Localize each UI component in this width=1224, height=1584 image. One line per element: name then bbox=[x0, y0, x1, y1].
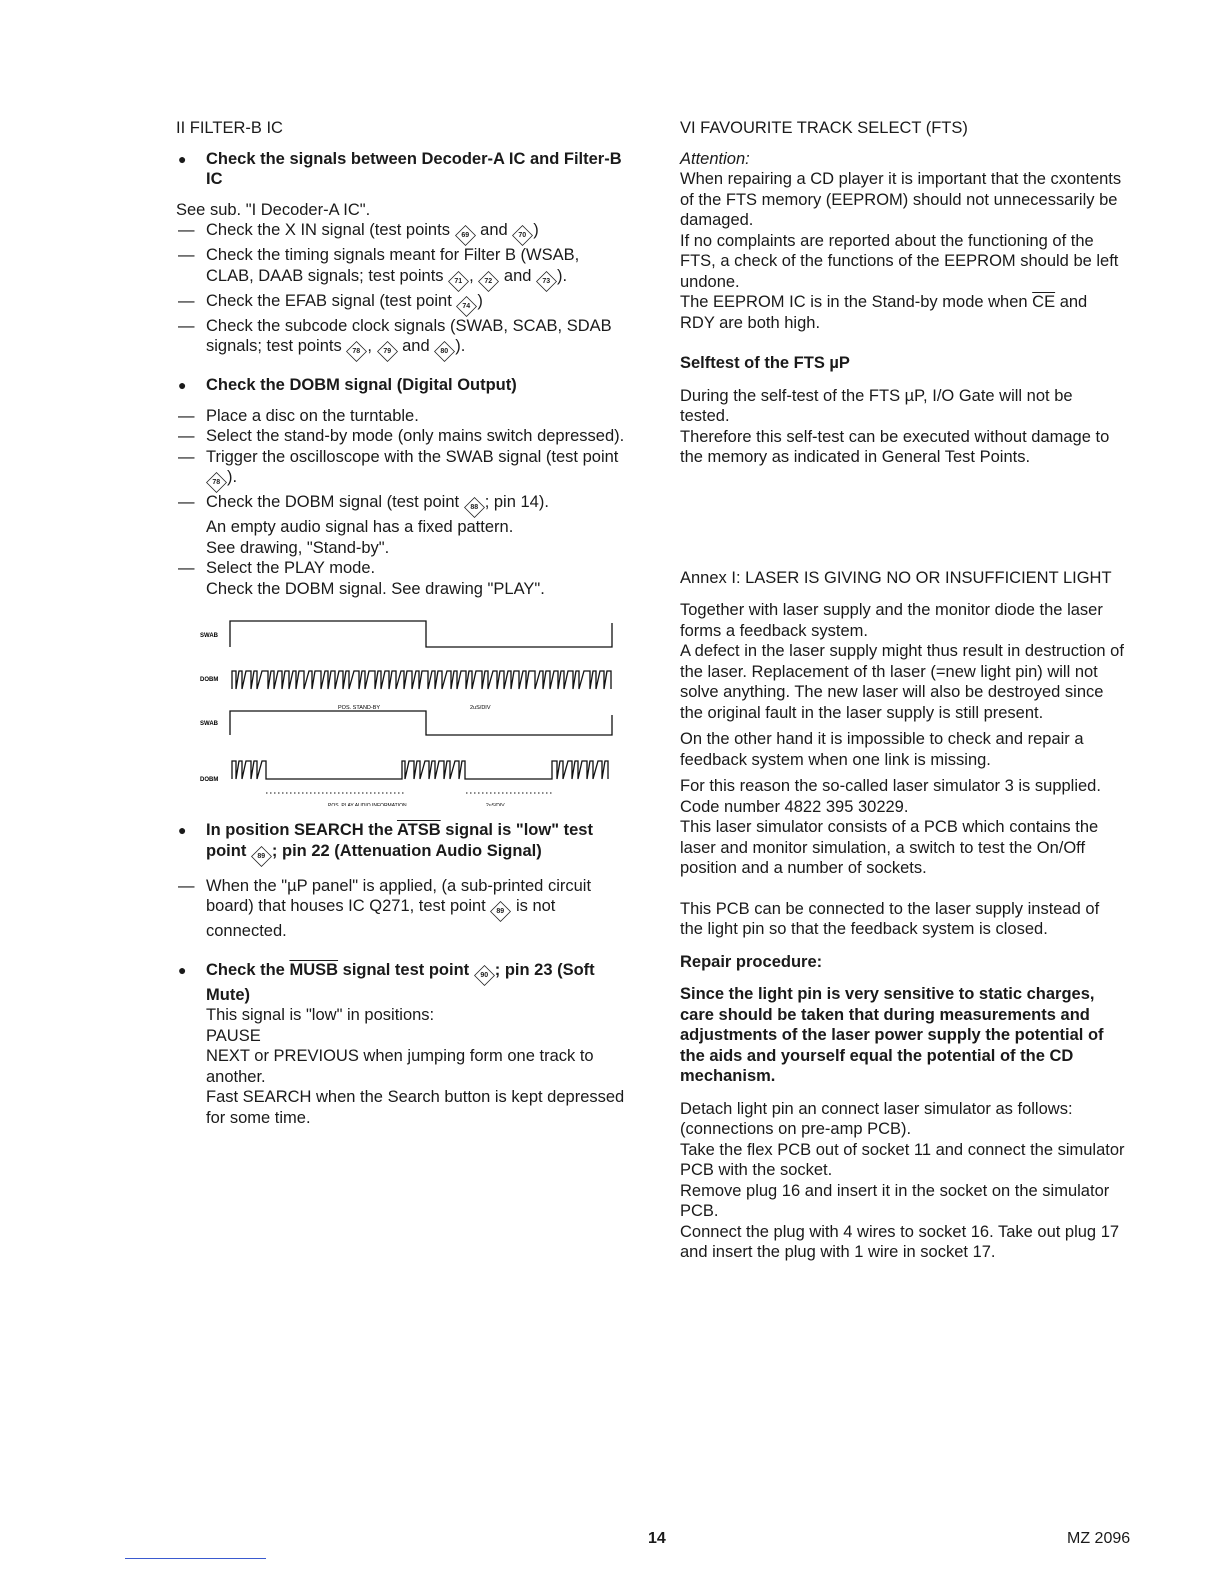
soft-mute-3: NEXT or PREVIOUS when jumping form one track to another. bbox=[206, 1047, 594, 1086]
test-point-icon: 89 bbox=[251, 846, 272, 867]
step-play-mode: — Select the PLAY mode. bbox=[176, 558, 628, 579]
see-sub-text: See sub. "I Decoder-A IC". bbox=[176, 200, 371, 219]
step-subcode: — Check the subcode clock signals (SWAB, SCAB, SDAB signals; test points 78 , 79 and 80 ). bbox=[176, 316, 628, 362]
test-point-icon: 74 bbox=[456, 296, 477, 317]
annex-paragraph-3: On the other hand it is impossible to check and repair a feedback system when one link is missing. bbox=[680, 730, 1084, 769]
caption-play-div: 2uS/DIV bbox=[486, 803, 505, 806]
test-point-icon: 89 bbox=[490, 901, 511, 922]
annex-paragraph-2: A defect in the laser supply might thus result in destruction of the laser. Replacement of th laser (=new light pin) will not solve anything. The new laser will also be destroyed since the original fault in the laser supply is still present. bbox=[680, 642, 1124, 722]
document-code: MZ 2096 bbox=[1067, 1530, 1131, 1547]
test-point-icon: 90 bbox=[474, 965, 495, 986]
bullet-check-signals: ● Check the signals between Decoder-A IC and Filter-B IC bbox=[176, 149, 628, 190]
test-point-icon: 69 bbox=[455, 225, 476, 246]
annex-heading: Annex I: LASER IS GIVING NO OR INSUFFICIENT LIGHT bbox=[680, 568, 1112, 587]
step-standby: — Select the stand-by mode (only mains switch depressed). bbox=[176, 426, 628, 447]
dobm-note-1: An empty audio signal has a fixed pattern. bbox=[206, 518, 514, 536]
repair-title: Repair procedure: bbox=[680, 952, 823, 971]
annex-paragraph-1: Together with laser supply and the monitor diode the laser forms a feedback system. bbox=[680, 601, 1103, 640]
test-point-icon: 78 bbox=[206, 472, 227, 493]
fts-paragraph-1: When repairing a CD player it is important that the cxontents of the FTS memory (EEPROM) should not unnecessarily be damaged. bbox=[680, 170, 1122, 229]
step-efab: — Check the EFAB signal (test point 74 ) bbox=[176, 291, 628, 316]
waveform-diagram bbox=[176, 611, 628, 806]
step-check-dobm: — Check the DOBM signal (test point 88 ; pin 14). bbox=[176, 492, 628, 517]
repair-warning: Since the light pin is very sensitive to static charges, care should be taken that during measurements and adjustments of the laser power supply the potential of the aids and yourself equal the potential of the CD mechanism. bbox=[680, 985, 1104, 1085]
soft-mute-1: This signal is "low" in positions: bbox=[206, 1006, 435, 1024]
annex-paragraph-4: For this reason the so-called laser simulator 3 is supplied. Code number 4822 395 30229. bbox=[680, 777, 1101, 816]
right-column bbox=[680, 118, 1125, 1263]
dobm-note-2: See drawing, "Stand-by". bbox=[206, 538, 390, 557]
repair-step-1: Detach light pin an connect laser simulator as follows: (connections on pre-amp PCB). bbox=[680, 1099, 1073, 1138]
test-point-icon: 80 bbox=[434, 341, 455, 362]
annex-paragraph-6: This PCB can be connected to the laser supply instead of the light pin so that the feedback system is closed. bbox=[680, 899, 1100, 938]
label-dobm-2: DOBM bbox=[200, 777, 219, 783]
step-trigger: — Trigger the oscilloscope with the SWAB signal (test point 78 ). bbox=[176, 447, 628, 493]
bullet-musb: ● Check the MUSB signal test point 90 ; pin 23 (Soft Mute) bbox=[176, 960, 628, 1006]
repair-step-3: Remove plug 16 and insert it in the socket on the simulator PCB. bbox=[680, 1181, 1110, 1220]
bullet-check-dobm: ● Check the DOBM signal (Digital Output) bbox=[176, 375, 628, 396]
test-point-icon: 71 bbox=[448, 271, 469, 292]
play-note: Check the DOBM signal. See drawing "PLAY". bbox=[206, 579, 545, 598]
fts-paragraph-2: If no complaints are reported about the functioning of the FTS, a check of the functions of the EEPROM should be left undone. bbox=[680, 231, 1119, 291]
fts-paragraph-3: The EEPROM IC is in the Stand-by mode when $\overline{CE}$ and RDY are both high. bbox=[680, 293, 1088, 332]
caption-standby-div: 2uS/DIV bbox=[470, 705, 491, 711]
step-place-disc: — Place a disc on the turntable. bbox=[176, 406, 628, 427]
section-heading-filter-b: II FILTER-B IC bbox=[176, 119, 283, 137]
selftest-title: Selftest of the FTS µP bbox=[680, 354, 850, 372]
label-dobm-1: DOBM bbox=[200, 677, 219, 683]
label-swab-1: SWAB bbox=[200, 633, 218, 639]
caption-play: POS. PLAY AUDIO INFORMATION bbox=[328, 803, 407, 806]
step-timing: — Check the timing signals meant for Filter B (WSAB, CLAB, DAAB signals; test points 71 , 72 and 73 ). bbox=[176, 245, 628, 291]
step-xin: — Check the X IN signal (test points 69 and 70 ) bbox=[176, 220, 628, 245]
test-point-icon: 79 bbox=[377, 341, 398, 362]
annex-paragraph-5: This laser simulator consists of a PCB which contains the laser and monitor simulation, a switch to test the On/Off position and a number of sockets. bbox=[680, 818, 1099, 877]
label-swab-2: SWAB bbox=[200, 721, 218, 727]
caption-standby: POS. STAND-BY bbox=[338, 705, 381, 711]
left-column bbox=[176, 118, 628, 1128]
test-point-icon: 70 bbox=[512, 225, 533, 246]
selftest-paragraph-2: Therefore this self-test can be executed without damage to the memory as indicated in General Test Points. bbox=[680, 427, 1110, 466]
soft-mute-2: PAUSE bbox=[206, 1026, 261, 1045]
test-point-icon: 78 bbox=[346, 341, 367, 362]
soft-mute-4: Fast SEARCH when the Search button is kept depressed for some time. bbox=[206, 1088, 625, 1127]
test-point-icon: 88 bbox=[464, 497, 485, 518]
selftest-paragraph-1: During the self-test of the FTS µP, I/O Gate will not be tested. bbox=[680, 386, 1073, 425]
page-number: 14 bbox=[648, 1530, 666, 1547]
bottom-rule bbox=[125, 1558, 266, 1559]
test-point-icon: 72 bbox=[478, 271, 499, 292]
bullet-atsb: ● In position SEARCH the ATSB signal is "low" test point 89 ; pin 22 (Attenuation Audio Signal) bbox=[176, 820, 628, 866]
test-point-icon: 73 bbox=[536, 271, 557, 292]
step-up-panel: — When the "µP panel" is applied, (a sub-printed circuit board) that houses IC Q271, test point 89 is not connected. bbox=[176, 876, 628, 942]
repair-step-2: Take the flex PCB out of socket 11 and connect the simulator PCB with the socket. bbox=[680, 1140, 1125, 1179]
attention-label: Attention: bbox=[680, 149, 750, 168]
section-heading-fts: VI FAVOURITE TRACK SELECT (FTS) bbox=[680, 119, 968, 137]
repair-step-4: Connect the plug with 4 wires to socket 16. Take out plug 17 and insert the plug with 1 wire in socket 17. bbox=[680, 1222, 1120, 1261]
